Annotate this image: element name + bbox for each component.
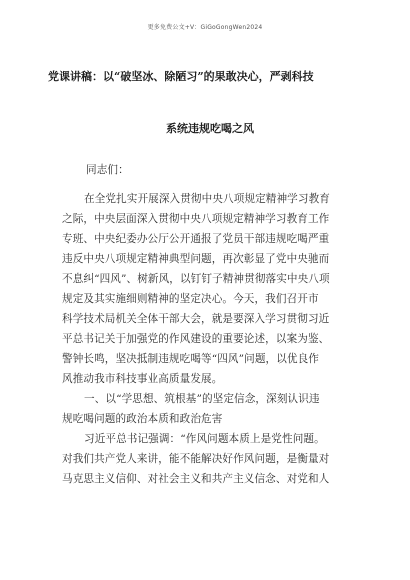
body-line: 风推动我市科技事业高质量发展。 bbox=[62, 373, 223, 385]
body-line: 在全党扎实开展深入贯彻中央八项规定精神学习教育 bbox=[84, 193, 330, 205]
body-line: 马克思主义信仰、对社会主义和共产主义信念、对党和人 bbox=[62, 473, 330, 485]
body-line: 违反中央八项规定精神典型问题，再次彰显了党中央驰而 bbox=[62, 253, 330, 265]
body-text bbox=[62, 189, 357, 489]
salutation: 同志们： bbox=[86, 164, 129, 176]
section-heading-line: 规吃喝问题的政治本质和政治危害 bbox=[62, 413, 223, 425]
body-line: 对我们共产党人来讲，能不能解决好作风问题，是衡量对 bbox=[62, 453, 330, 465]
body-line: 规定及其实施细则精神的坚定决心。今天，我们召开市 bbox=[62, 293, 319, 305]
body-line: 专班、中央纪委办公厅公开通报了党员干部违规吃喝严重 bbox=[62, 233, 330, 245]
body-line: 警钟长鸣，坚决抵制违规吃喝等“四风”问题，以优良作 bbox=[62, 353, 319, 365]
body-line: 习近平总书记强调：“作风问题本质上是党性问题。 bbox=[84, 433, 325, 445]
body-line: 科学技术局机关全体干部大会，就是要深入学习贯彻习近 bbox=[62, 313, 330, 325]
title-line-1: 党课讲稿：以“破坚冰、除陋习”的果敢决心，严剥科技 bbox=[48, 70, 314, 83]
body-line: 平总书记关于加强党的作风建设的重要论述，以案为鉴、 bbox=[62, 333, 330, 345]
title-line-2: 系统违规吃喝之风 bbox=[166, 122, 254, 135]
body-line: 不息纠“四风”、树新风，以钉钉子精神贯彻落实中央八项 bbox=[62, 273, 330, 285]
section-heading-line: 一、以“学思想、筑根基”的坚定信念，深刻认识违 bbox=[84, 393, 320, 405]
body-line: 之际，中央层面深入贯彻中央八项规定精神学习教育工作 bbox=[62, 213, 330, 225]
header-note: 更多免费公文+V：GiGoGongWen2024 bbox=[147, 24, 263, 31]
